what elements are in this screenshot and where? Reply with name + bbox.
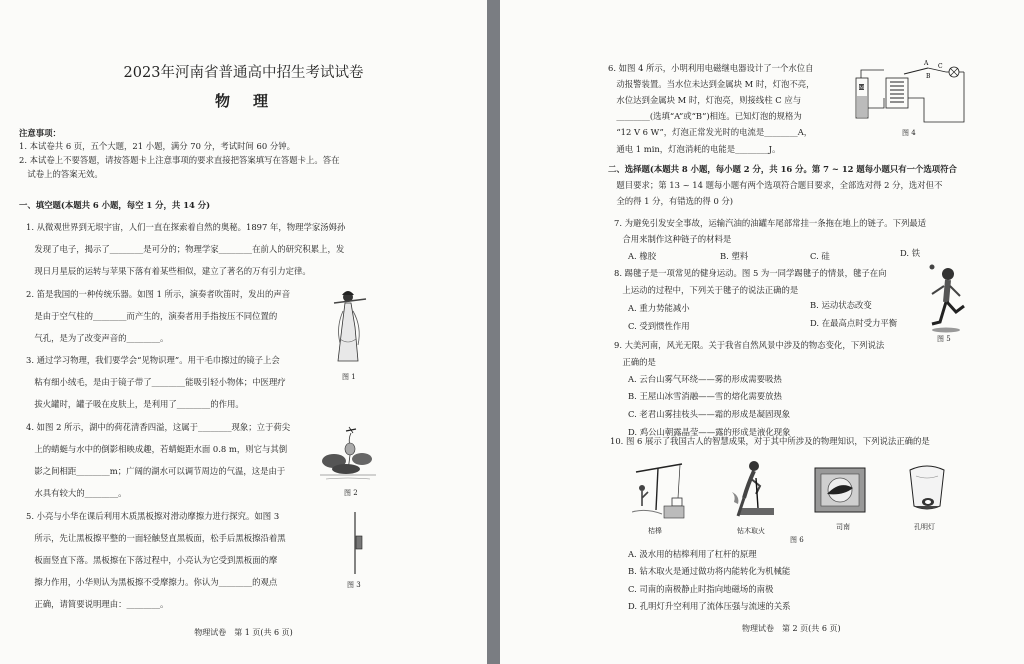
option-b: B. 运动状态改变 <box>810 300 872 310</box>
question-line: 板面竖直下落。黑板擦在下落过程中，小亮认为它受到黑板面的摩 <box>26 555 278 565</box>
notice-line: 1. 本试卷共 6 页，五个大题，21 小题，满分 70 分，考试时间 60 分钟。 <box>19 141 295 151</box>
terminal-b-label: B <box>926 73 931 80</box>
option-c: C. 硅 <box>810 251 830 261</box>
question-line: 上的蜻蜓与水中的倒影相映成趣，若蜻蜓距水面 0.8 m，则它与其倒 <box>26 444 288 454</box>
question-line: 通电 1 min，灯泡消耗的电能是________J。 <box>608 144 781 154</box>
option-a: A. 橡胶 <box>628 251 657 261</box>
figure-caption: 图 2 <box>344 489 358 497</box>
question-line: 上运动的过程中，下列关于毽子的说法正确的是 <box>614 285 799 295</box>
figure-item-label: 钻木取火 <box>737 527 765 535</box>
question-line: 正确的是 <box>614 357 656 367</box>
section-heading: 二、选择题(本题共 8 小题，每小题 2 分，共 16 分。第 7 ~ 12 题每小题只有一个选项符合 <box>608 164 957 174</box>
question-line: 水具有较大的________。 <box>26 488 127 498</box>
question-line: 擦力作用，小华则认为黑板擦不受摩擦力。你认为________的观点 <box>26 577 278 587</box>
terminal-a-label: A <box>924 60 929 67</box>
question-line: 正确，请简要说明理由：________。 <box>26 599 169 609</box>
option-d: D. 孔明灯升空利用了流体压强与流速的关系 <box>628 601 791 611</box>
question-line: 是由于空气柱的________而产生的，演奏者用手指按压不同位置的 <box>26 311 278 321</box>
figure-caption: 图 3 <box>347 581 361 589</box>
question-line: 5. 小亮与小华在课后利用木质黑板擦对滑动摩擦力进行探究。如图 3 <box>26 511 280 521</box>
relay-circuit-figure <box>854 58 976 128</box>
option-d: D. 铁 <box>900 248 921 258</box>
blackboard-eraser-figure <box>346 510 366 576</box>
question-line: 发现了电子，揭示了________是可分的；物理学家________在前人的研究积累上，发 <box>26 244 345 254</box>
question-line: 2. 笛是我国的一种传统乐器。如图 1 所示，演奏者吹笛时，发出的声音 <box>26 289 291 299</box>
terminal-c-label: C <box>938 63 943 70</box>
question-line: ________(选填“A”或“B”)相连。已知灯泡的规格为 <box>608 111 802 121</box>
exam-page-1 <box>0 0 487 664</box>
question-line: 合用来制作这种链子的材料是 <box>614 234 732 244</box>
option-c: C. 老君山雾挂枝头——霜的形成是凝固现象 <box>628 409 791 419</box>
question-line: 4. 如图 2 所示，湖中的荷花清香四溢，这属于________现象；立于荷尖 <box>26 422 291 432</box>
figure-item-label: 司南 <box>836 523 850 531</box>
figure-caption: 图 4 <box>902 129 916 137</box>
option-c: C. 受到惯性作用 <box>628 321 690 331</box>
question-line: 7. 为避免引发安全事故，运输汽油的油罐车尾部常挂一条拖在地上的链子。下列最适 <box>614 218 927 228</box>
well-sweep-figure <box>632 458 686 524</box>
option-b: B. 钻木取火是通过做功将内能转化为机械能 <box>628 566 791 576</box>
drill-fire-figure <box>726 458 780 524</box>
figure-caption: 图 6 <box>790 536 804 544</box>
question-line: 气孔，是为了改变声音的________。 <box>26 333 169 343</box>
question-line: “12 V 6 W”，灯泡正常发光时的电流是________A， <box>608 127 813 137</box>
figure-caption: 图 5 <box>937 335 951 343</box>
question-line: 9. 大美河南，风光无限。关于我省自然风景中涉及的物态变化，下列说法 <box>614 340 885 350</box>
subject-title: 物 理 <box>214 92 272 110</box>
figure-caption: 图 1 <box>342 373 356 381</box>
option-b: B. 王屋山冰雪消融——雪的熔化需要放热 <box>628 391 782 401</box>
section-heading: 一、填空题(本题共 6 小题，每空 1 分，共 14 分) <box>19 200 211 210</box>
exam-page-2 <box>500 0 1024 664</box>
exam-title: 2023年河南省普通高中招生考试试卷 <box>123 65 364 81</box>
question-line: 动报警装置。当水位未达到金属块 M 时，灯泡不亮， <box>608 79 815 89</box>
question-line: 10. 图 6 展示了我国古人的智慧成果，对于其中所涉及的物理知识，下列说法正确的是 <box>610 436 930 446</box>
question-line: 水位达到金属块 M 时，灯泡亮，则接线柱 C 应与 <box>608 95 802 105</box>
option-d: D. 鸡公山朝露晶莹——露的形成是液化现象 <box>628 427 791 437</box>
kongming-lantern-figure <box>904 462 950 518</box>
notice-line: 试卷上的答案无效。 <box>19 169 103 179</box>
question-line: 拔火罐时，罐子吸在皮肤上，是利用了________的作用。 <box>26 399 244 409</box>
figure-item-label: 孔明灯 <box>914 523 935 531</box>
notice-line: 2. 本试卷上不要答题，请按答题卡上注意事项的要求直接把答案填写在答题卡上。答在 <box>19 155 340 165</box>
option-a: A. 云台山雾气环绕——雾的形成需要吸热 <box>628 374 782 384</box>
option-d: D. 在最高点时受力平衡 <box>810 318 898 328</box>
figure-item-label: 桔槔 <box>648 527 662 535</box>
question-line: 6. 如图 4 所示，小明利用电磁继电器设计了一个水位自 <box>608 63 814 73</box>
section-heading-line: 全的得 1 分，有错选的得 0 分) <box>608 196 734 206</box>
compass-figure <box>813 466 867 516</box>
question-line: 8. 踢毽子是一项常见的健身运动。图 5 为一同学踢毽子的情景，毽子在向 <box>614 268 887 278</box>
option-a: A. 重力势能减小 <box>628 303 690 313</box>
section-heading-line: 题目要求；第 13 ~ 14 题每小题有两个选项符合题目要求，全部选对得 2 分，选对但不 <box>608 180 943 190</box>
lotus-dragonfly-figure <box>318 425 378 483</box>
question-line: 1. 从微观世界到无垠宇宙，人们一直在探索着自然的奥秘。1897 年，物理学家汤姆孙 <box>26 222 346 232</box>
option-c: C. 司南的南极静止时指向地磁场的南极 <box>628 584 774 594</box>
notice-heading: 注意事项： <box>19 128 61 138</box>
question-line: 现日月星辰的运转与苹果下落有着某些相似，建立了著名的万有引力定律。 <box>26 266 311 276</box>
flute-player-figure <box>328 287 370 367</box>
metal-block-label: M <box>859 85 865 91</box>
question-line: 3. 通过学习物理，我们要学会“见物识理”。用干毛巾擦过的镜子上会 <box>26 355 280 365</box>
page-footer: 物理试卷 第 1 页(共 6 页) <box>194 628 293 637</box>
page-footer: 物理试卷 第 2 页(共 6 页) <box>742 624 841 633</box>
question-line: 所示，先让黑板擦平整的一面轻触竖直黑板面，松手后黑板擦沿着黑 <box>26 533 286 543</box>
question-line: 影之间相距________m；广阔的湖水可以调节周边的气温，这是由于 <box>26 466 286 476</box>
option-a: A. 汲水用的桔槔利用了杠杆的原理 <box>628 549 757 559</box>
question-line: 粘有细小绒毛，是由于镜子带了________能吸引轻小物体；中医理疗 <box>26 377 286 387</box>
shuttlecock-kicker-figure <box>924 262 968 334</box>
option-b: B. 塑料 <box>720 251 749 261</box>
